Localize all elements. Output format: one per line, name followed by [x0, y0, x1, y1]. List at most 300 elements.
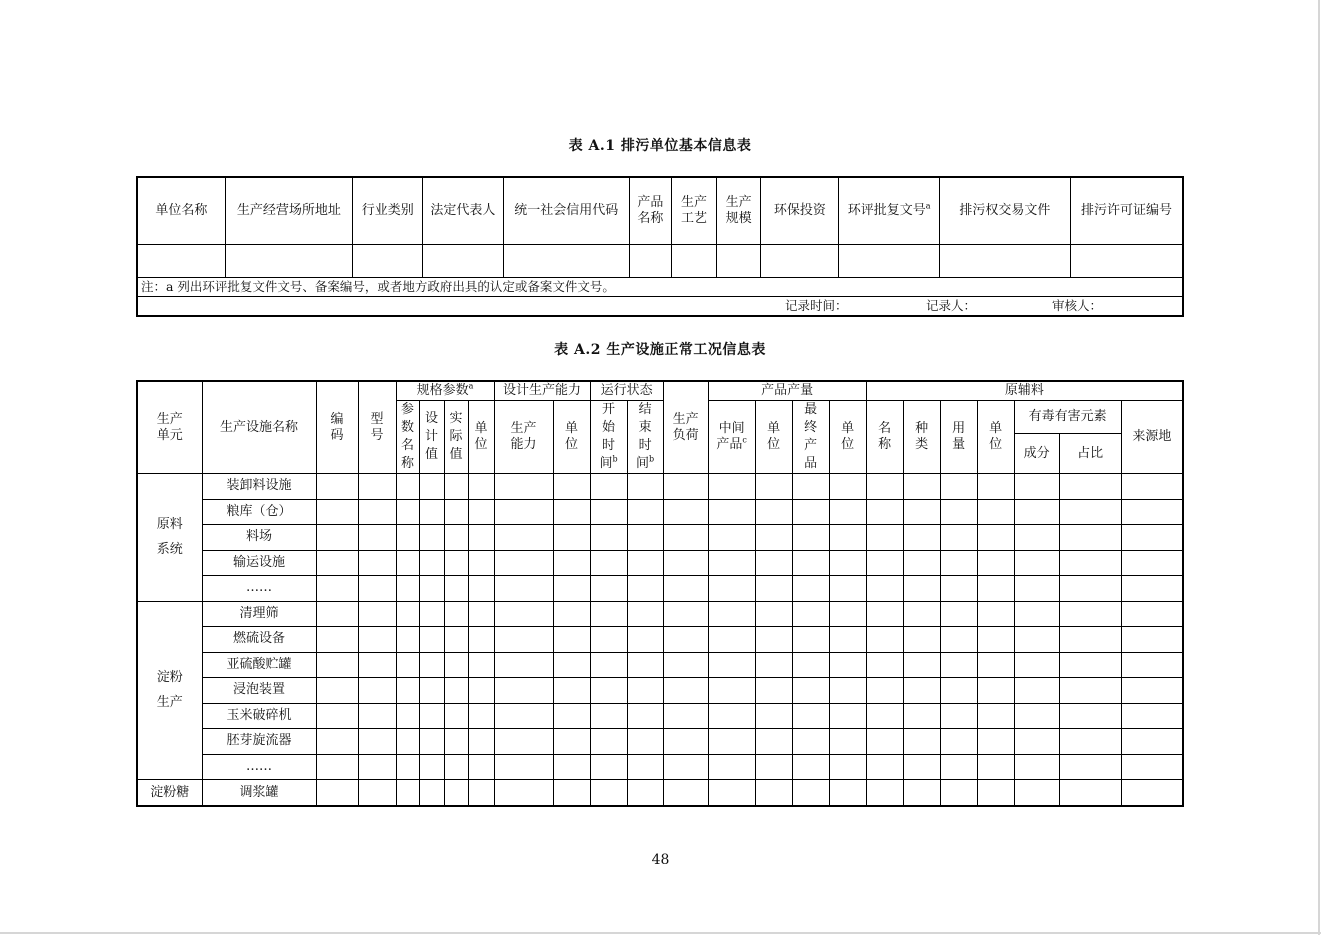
empty-cell [627, 474, 663, 500]
empty-cell [627, 754, 663, 780]
empty-cell [977, 754, 1014, 780]
table-row [137, 652, 1183, 678]
col-raw-amount: 用 量 [940, 401, 977, 474]
empty-cell [396, 550, 419, 576]
empty-cell [627, 652, 663, 678]
empty-cell [468, 678, 494, 704]
empty-cell [940, 474, 977, 500]
empty-cell [553, 576, 590, 602]
empty-cell [940, 652, 977, 678]
empty-cell [358, 652, 396, 678]
col-code: 编 码 [316, 381, 358, 474]
empty-cell [627, 601, 663, 627]
empty-cell [590, 627, 627, 653]
empty-cell [792, 652, 829, 678]
group-product-output: 产品产量 [708, 381, 866, 401]
empty-cell [627, 678, 663, 704]
table-row [137, 601, 1183, 627]
empty-cell [419, 474, 444, 500]
empty-cell [829, 678, 866, 704]
col-model: 型 号 [358, 381, 396, 474]
col-spec-unit: 单 位 [468, 401, 494, 474]
empty-cell [627, 550, 663, 576]
empty-cell [1121, 754, 1183, 780]
empty-cell [590, 550, 627, 576]
empty-cell [316, 678, 358, 704]
empty-cell [755, 652, 792, 678]
empty-cell [494, 780, 553, 807]
empty-cell [829, 576, 866, 602]
empty-cell [903, 652, 940, 678]
empty-cell [1014, 652, 1059, 678]
empty-cell [316, 754, 358, 780]
empty-cell [663, 525, 708, 551]
page-number: 48 [651, 852, 670, 868]
empty-cell [1014, 729, 1059, 755]
empty-cell [903, 678, 940, 704]
page-edge-right [1318, 0, 1320, 935]
empty-cell [755, 525, 792, 551]
empty-cell [1014, 499, 1059, 525]
empty-cell [708, 627, 755, 653]
empty-cell [792, 474, 829, 500]
empty-cell [419, 652, 444, 678]
empty-cell [316, 550, 358, 576]
empty-cell [1014, 474, 1059, 500]
empty-cell [419, 729, 444, 755]
header-unit-name: 单位名称 [137, 177, 225, 245]
empty-cell [358, 754, 396, 780]
empty-cell [977, 780, 1014, 807]
empty-cell [553, 729, 590, 755]
empty-cell [866, 499, 903, 525]
header-industry: 行业类别 [353, 177, 423, 245]
empty-cell [553, 678, 590, 704]
empty-cell [468, 550, 494, 576]
empty-cell [792, 576, 829, 602]
empty-cell [553, 474, 590, 500]
empty-cell [1059, 525, 1121, 551]
facility-name-cell: 装卸料设施 [202, 474, 316, 500]
empty-cell [494, 576, 553, 602]
empty-cell [419, 678, 444, 704]
empty-cell [468, 499, 494, 525]
empty-cell [590, 780, 627, 807]
empty-cell [444, 780, 468, 807]
empty-cell [468, 525, 494, 551]
empty-cell [396, 627, 419, 653]
empty-cell [494, 754, 553, 780]
empty-cell [792, 601, 829, 627]
empty-cell [444, 652, 468, 678]
table-row [137, 678, 1183, 704]
empty-cell [977, 499, 1014, 525]
empty-cell [627, 703, 663, 729]
empty-cell [977, 678, 1014, 704]
table-row [137, 729, 1183, 755]
empty-cell [1121, 525, 1183, 551]
empty-cell [1014, 678, 1059, 704]
empty-cell [755, 499, 792, 525]
empty-cell [663, 780, 708, 807]
col-design-value: 设 计 值 [419, 401, 444, 474]
empty-cell [829, 499, 866, 525]
empty-cell [316, 525, 358, 551]
col-final-unit: 单 位 [829, 401, 866, 474]
empty-cell [590, 703, 627, 729]
empty-cell [444, 576, 468, 602]
facility-name-cell: 调浆罐 [202, 780, 316, 807]
empty-cell [940, 627, 977, 653]
empty-cell [1121, 703, 1183, 729]
empty-cell [903, 499, 940, 525]
empty-cell [903, 754, 940, 780]
empty-cell [553, 780, 590, 807]
empty-cell [866, 525, 903, 551]
empty-cell [358, 678, 396, 704]
empty-cell [977, 576, 1014, 602]
empty-cell [1059, 703, 1121, 729]
empty-cell [903, 780, 940, 807]
col-actual-value: 实 际 值 [444, 401, 468, 474]
empty-cell [708, 499, 755, 525]
empty-cell [396, 652, 419, 678]
col-raw-type: 种 类 [903, 401, 940, 474]
empty-cell [866, 627, 903, 653]
col-capacity: 生产 能力 [494, 401, 553, 474]
col-facility-name: 生产设施名称 [202, 381, 316, 474]
empty-cell [396, 525, 419, 551]
group-design-capacity: 设计生产能力 [494, 381, 590, 401]
empty-cell [977, 703, 1014, 729]
empty-cell [1059, 729, 1121, 755]
empty-cell [940, 780, 977, 807]
empty-cell [792, 627, 829, 653]
empty-cell [977, 627, 1014, 653]
empty-cell [708, 678, 755, 704]
facility-name-cell: 浸泡装置 [202, 678, 316, 704]
empty-cell [663, 576, 708, 602]
empty-cell [866, 729, 903, 755]
empty-cell [553, 499, 590, 525]
empty-cell [1059, 474, 1121, 500]
empty-cell [940, 525, 977, 551]
empty-cell [553, 525, 590, 551]
facility-name-cell: 燃硫设备 [202, 627, 316, 653]
empty-cell [444, 499, 468, 525]
empty-cell [396, 703, 419, 729]
empty-cell [1014, 780, 1059, 807]
empty-cell [1121, 780, 1183, 807]
empty-cell [590, 601, 627, 627]
facility-normal-operation-table [136, 380, 1184, 807]
empty-cell [663, 627, 708, 653]
header-env-investment: 环保投资 [761, 177, 839, 245]
empty-cell [1121, 499, 1183, 525]
empty-cell [663, 550, 708, 576]
empty-cell [940, 576, 977, 602]
facility-name-cell: 玉米破碎机 [202, 703, 316, 729]
empty-cell [708, 729, 755, 755]
empty-cell [903, 729, 940, 755]
empty-cell [627, 729, 663, 755]
empty-cell [1059, 754, 1121, 780]
table-row [137, 627, 1183, 653]
empty-cell [903, 550, 940, 576]
empty-cell [316, 576, 358, 602]
empty-cell [553, 601, 590, 627]
table-row [137, 780, 1183, 807]
empty-cell [444, 550, 468, 576]
table-row [137, 245, 1183, 278]
empty-cell [444, 754, 468, 780]
empty-cell [1014, 525, 1059, 551]
empty-cell [1059, 601, 1121, 627]
empty-cell [358, 499, 396, 525]
empty-cell [663, 601, 708, 627]
record-time-label: 记录时间： [785, 298, 848, 313]
col-start-time: 开 始 时 间$^b$ [590, 401, 627, 474]
empty-cell [755, 576, 792, 602]
empty-cell [940, 601, 977, 627]
empty-cell [419, 627, 444, 653]
empty-cell [708, 601, 755, 627]
empty-cell [903, 601, 940, 627]
empty-cell [792, 729, 829, 755]
empty-cell [419, 576, 444, 602]
empty-cell [663, 474, 708, 500]
empty-cell [755, 754, 792, 780]
header-legal-rep: 法定代表人 [423, 177, 503, 245]
col-load: 生产 负荷 [663, 381, 708, 474]
empty-cell [708, 780, 755, 807]
empty-cell [755, 474, 792, 500]
empty-cell [419, 703, 444, 729]
table1-note: 注：a 列出环评批复文件文号、备案编号，或者地方政府出具的认定或备案文件文号。 [137, 278, 1183, 297]
empty-cell [316, 601, 358, 627]
empty-cell [792, 703, 829, 729]
header-address: 生产经营场所地址 [225, 177, 352, 245]
empty-cell [829, 780, 866, 807]
empty-cell [419, 550, 444, 576]
empty-cell [468, 601, 494, 627]
empty-cell [866, 780, 903, 807]
empty-cell [419, 780, 444, 807]
header-product-name: 产品 名称 [629, 177, 671, 245]
facility-table-body [137, 474, 1183, 807]
empty-cell [1014, 601, 1059, 627]
empty-cell [468, 474, 494, 500]
empty-cell [708, 525, 755, 551]
empty-cell [977, 601, 1014, 627]
empty-cell [792, 525, 829, 551]
empty-cell [590, 729, 627, 755]
empty-cell [316, 499, 358, 525]
table-row [137, 576, 1183, 602]
empty-cell [358, 703, 396, 729]
empty-cell [494, 627, 553, 653]
empty-cell [940, 678, 977, 704]
empty-cell [468, 703, 494, 729]
empty-cell [663, 754, 708, 780]
empty-cell [755, 703, 792, 729]
empty-cell [468, 754, 494, 780]
empty-cell [358, 780, 396, 807]
empty-cell [396, 729, 419, 755]
empty-cell [866, 601, 903, 627]
empty-cell [708, 550, 755, 576]
empty-cell [590, 754, 627, 780]
facility-name-cell: 胚芽旋流器 [202, 729, 316, 755]
empty-cell [494, 474, 553, 500]
col-raw-unit: 单 位 [977, 401, 1014, 474]
empty-cell [396, 780, 419, 807]
page-edge-bottom [0, 932, 1321, 934]
empty-cell [1121, 627, 1183, 653]
empty-cell [866, 576, 903, 602]
empty-cell [1014, 754, 1059, 780]
group-spec-params: 规格参数$^a$ [396, 381, 494, 401]
empty-cell [977, 525, 1014, 551]
empty-cell [468, 729, 494, 755]
section-name: 原料 系统 [137, 474, 202, 602]
facility-name-cell: …… [202, 576, 316, 602]
empty-cell [663, 678, 708, 704]
empty-cell [419, 601, 444, 627]
empty-cell [396, 499, 419, 525]
empty-cell [755, 601, 792, 627]
table1-caption: 表 A.1 排污单位基本信息表 [568, 138, 752, 154]
empty-cell [663, 729, 708, 755]
empty-cell [903, 627, 940, 653]
empty-cell [419, 754, 444, 780]
empty-cell [358, 576, 396, 602]
empty-cell [553, 627, 590, 653]
empty-cell [829, 474, 866, 500]
empty-cell [590, 499, 627, 525]
empty-cell [866, 703, 903, 729]
empty-cell [1059, 652, 1121, 678]
empty-cell [1121, 474, 1183, 500]
empty-cell [792, 550, 829, 576]
empty-cell [708, 754, 755, 780]
empty-cell [708, 576, 755, 602]
empty-cell [792, 754, 829, 780]
empty-cell [977, 729, 1014, 755]
empty-cell [866, 652, 903, 678]
table-row [137, 499, 1183, 525]
facility-name-cell: 输运设施 [202, 550, 316, 576]
empty-cell [316, 627, 358, 653]
empty-cell [1121, 601, 1183, 627]
empty-cell [829, 754, 866, 780]
empty-cell [792, 780, 829, 807]
empty-cell [866, 678, 903, 704]
empty-cell [977, 474, 1014, 500]
table-row [137, 754, 1183, 780]
empty-cell [1121, 652, 1183, 678]
facility-name-cell: 清理筛 [202, 601, 316, 627]
empty-cell [1059, 780, 1121, 807]
col-param-name: 参 数 名 称 [396, 401, 419, 474]
empty-cell [316, 780, 358, 807]
table-row [137, 474, 1183, 500]
empty-cell [866, 550, 903, 576]
section-name: 淀粉糖 [137, 780, 202, 807]
empty-cell [1121, 550, 1183, 576]
empty-cell [358, 550, 396, 576]
col-component: 成分 [1014, 434, 1059, 474]
empty-cell [468, 627, 494, 653]
empty-cell [358, 525, 396, 551]
empty-cell [1059, 627, 1121, 653]
empty-cell [590, 525, 627, 551]
empty-cell [553, 703, 590, 729]
enterprise-basic-info-table [136, 176, 1184, 317]
col-intermediate-product: 中间 产品$^c$ [708, 401, 755, 474]
empty-cell [1059, 550, 1121, 576]
empty-cell [316, 474, 358, 500]
empty-cell [866, 474, 903, 500]
empty-cell [590, 652, 627, 678]
empty-cell [627, 525, 663, 551]
empty-cell [903, 703, 940, 729]
empty-cell [755, 780, 792, 807]
empty-cell [444, 627, 468, 653]
facility-name-cell: …… [202, 754, 316, 780]
empty-cell [940, 499, 977, 525]
empty-cell [494, 525, 553, 551]
empty-cell [553, 754, 590, 780]
record-footer [137, 297, 1183, 317]
col-production-unit: 生产 单元 [137, 381, 202, 474]
empty-cell [940, 550, 977, 576]
empty-cell [663, 499, 708, 525]
empty-cell [494, 550, 553, 576]
empty-cell [553, 652, 590, 678]
col-origin: 来源地 [1121, 401, 1183, 474]
empty-cell [1014, 550, 1059, 576]
empty-cell [829, 550, 866, 576]
empty-cell [494, 499, 553, 525]
group-raw-materials: 原辅料 [866, 381, 1183, 401]
empty-cell [494, 729, 553, 755]
empty-cell [396, 754, 419, 780]
empty-cell [903, 474, 940, 500]
empty-cell [396, 576, 419, 602]
empty-cell [627, 576, 663, 602]
empty-cell [468, 780, 494, 807]
col-capacity-unit: 单 位 [553, 401, 590, 474]
reviewer-label: 审核人： [1052, 298, 1103, 313]
empty-cell [358, 474, 396, 500]
facility-name-cell: 亚硫酸贮罐 [202, 652, 316, 678]
empty-cell [627, 780, 663, 807]
empty-cell [829, 652, 866, 678]
empty-cell [829, 627, 866, 653]
col-raw-name: 名 称 [866, 401, 903, 474]
empty-cell [903, 525, 940, 551]
empty-cell [494, 601, 553, 627]
empty-cell [1059, 576, 1121, 602]
recorder-label: 记录人： [926, 298, 977, 313]
col-final-product: 最 终 产 品 [792, 401, 829, 474]
empty-cell [1121, 729, 1183, 755]
empty-cell [358, 729, 396, 755]
empty-cell [590, 576, 627, 602]
empty-cell [1059, 678, 1121, 704]
empty-cell [494, 703, 553, 729]
